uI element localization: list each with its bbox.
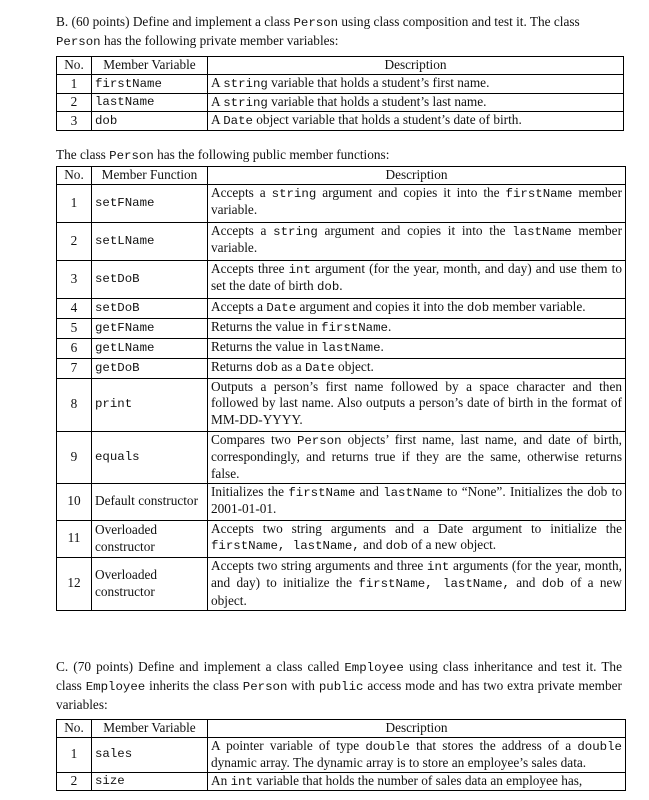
- member-description: A pointer variable of type double that stores the address of a double dynamic array. The dynamic array is to store an employee’s sales data.: [208, 737, 626, 772]
- code-person: Person: [56, 35, 101, 49]
- row-number: 2: [57, 222, 92, 260]
- member-description: Accepts two string arguments and a Date argument to initialize the firstName, lastName, and dob of a new object.: [208, 520, 626, 557]
- member-name: Default constructor: [92, 483, 208, 520]
- variable-description: A Date object variable that holds a student’s date of birth.: [208, 112, 624, 131]
- table-row: [57, 338, 626, 358]
- row-number: 5: [57, 318, 92, 338]
- row-number: 9: [57, 431, 92, 483]
- table-row: [57, 483, 626, 520]
- member-functions-table: [56, 166, 626, 611]
- functions-intro: The class Person has the following public member functions:: [56, 147, 390, 163]
- member-name: getFName: [92, 318, 208, 338]
- member-name: Overloaded constructor: [92, 557, 208, 610]
- table-row: [57, 75, 624, 94]
- intro-text: using class composition and test it. The class: [338, 14, 580, 29]
- row-number: 10: [57, 483, 92, 520]
- member-description: Outputs a person’s first name followed by a space character and then followed by last name. Also outputs a person’s date of birth in the format of MM-DD-YYYY.: [208, 378, 626, 431]
- member-name: Overloaded constructor: [92, 520, 208, 557]
- row-number: 6: [57, 338, 92, 358]
- header-no: No.: [57, 57, 92, 75]
- header-description: Description: [208, 57, 624, 75]
- member-description: Accepts a string argument and copies it into the lastName member variable.: [208, 222, 626, 260]
- header-member-variable: Member Variable: [92, 720, 208, 738]
- variable-description: A string variable that holds a student’s last name.: [208, 93, 624, 112]
- member-description: Accepts a Date argument and copies it into the dob member variable.: [208, 298, 626, 318]
- row-number: 1: [57, 75, 92, 94]
- variable-name: dob: [92, 112, 208, 131]
- member-description: Compares two Person objects’ first name, last name, and date of birth, correspondingly, and returns true if they are the same, otherwise returns false.: [208, 431, 626, 483]
- row-number: 2: [57, 772, 92, 791]
- row-number: 4: [57, 298, 92, 318]
- table-row: [57, 378, 626, 431]
- section-b-intro: [56, 13, 622, 51]
- member-description: Accepts a string argument and copies it into the firstName member variable.: [208, 184, 626, 222]
- member-description: Accepts three int argument (for the year, month, and day) and use them to set the date of birth dob.: [208, 260, 626, 298]
- table-row: [57, 737, 626, 772]
- header-no: No.: [57, 167, 92, 185]
- member-name: size: [92, 772, 208, 791]
- member-name: sales: [92, 737, 208, 772]
- table-row: [57, 557, 626, 610]
- row-number: 8: [57, 378, 92, 431]
- header-no: No.: [57, 720, 92, 738]
- header-member-variable: Member Variable: [92, 57, 208, 75]
- intro-text: has the following private member variables:: [100, 33, 339, 48]
- member-description: Returns the value in lastName.: [208, 338, 626, 358]
- header-description: Description: [208, 720, 626, 738]
- row-number: 1: [57, 737, 92, 772]
- code-person: Person: [293, 16, 339, 30]
- member-description: An int variable that holds the number of sales data an employee has,: [208, 772, 626, 791]
- table-row: [57, 431, 626, 483]
- row-number: 11: [57, 520, 92, 557]
- table-row: [57, 318, 626, 338]
- row-number: 3: [57, 260, 92, 298]
- member-description: Returns the value in firstName.: [208, 318, 626, 338]
- member-name: setDoB: [92, 298, 208, 318]
- intro-text: B. (60 points) Define and implement a class: [56, 14, 294, 29]
- table-row: [57, 772, 626, 791]
- row-number: 12: [57, 557, 92, 610]
- variable-description: A string variable that holds a student’s first name.: [208, 75, 624, 94]
- member-name: getLName: [92, 338, 208, 358]
- table-row: [57, 520, 626, 557]
- employee-variables-table: [56, 719, 626, 791]
- member-name: print: [92, 378, 208, 431]
- table-row: [57, 93, 624, 112]
- table-row: [57, 222, 626, 260]
- table-row: [57, 358, 626, 378]
- row-number: 7: [57, 358, 92, 378]
- member-name: setFName: [92, 184, 208, 222]
- table-header-row: [57, 57, 624, 75]
- header-member-function: Member Function: [92, 167, 208, 185]
- variable-name: firstName: [92, 75, 208, 94]
- table-header-row: [57, 167, 626, 185]
- member-description: Accepts two string arguments and three int arguments (for the year, month, and day) to initialize the firstName, lastName, and dob of a new object.: [208, 557, 626, 610]
- table-row: [57, 184, 626, 222]
- member-name: getDoB: [92, 358, 208, 378]
- member-name: setLName: [92, 222, 208, 260]
- table-row: [57, 260, 626, 298]
- header-description: Description: [208, 167, 626, 185]
- table-header-row: [57, 720, 626, 738]
- row-number: 1: [57, 184, 92, 222]
- member-description: Initializes the firstName and lastName to “None”. Initializes the dob to 2001-01-01.: [208, 483, 626, 520]
- row-number: 2: [57, 93, 92, 112]
- member-variables-table: [56, 56, 624, 131]
- variable-name: lastName: [92, 93, 208, 112]
- member-name: setDoB: [92, 260, 208, 298]
- row-number: 3: [57, 112, 92, 131]
- section-c-intro: C. (70 points) Define and implement a class called Employee using class inheritance and test it. The class Employee inherits the class Person with public access mode and has two extra private member variables:: [56, 659, 622, 712]
- member-name: equals: [92, 431, 208, 483]
- table-row: [57, 298, 626, 318]
- member-description: Returns dob as a Date object.: [208, 358, 626, 378]
- table-row: [57, 112, 624, 131]
